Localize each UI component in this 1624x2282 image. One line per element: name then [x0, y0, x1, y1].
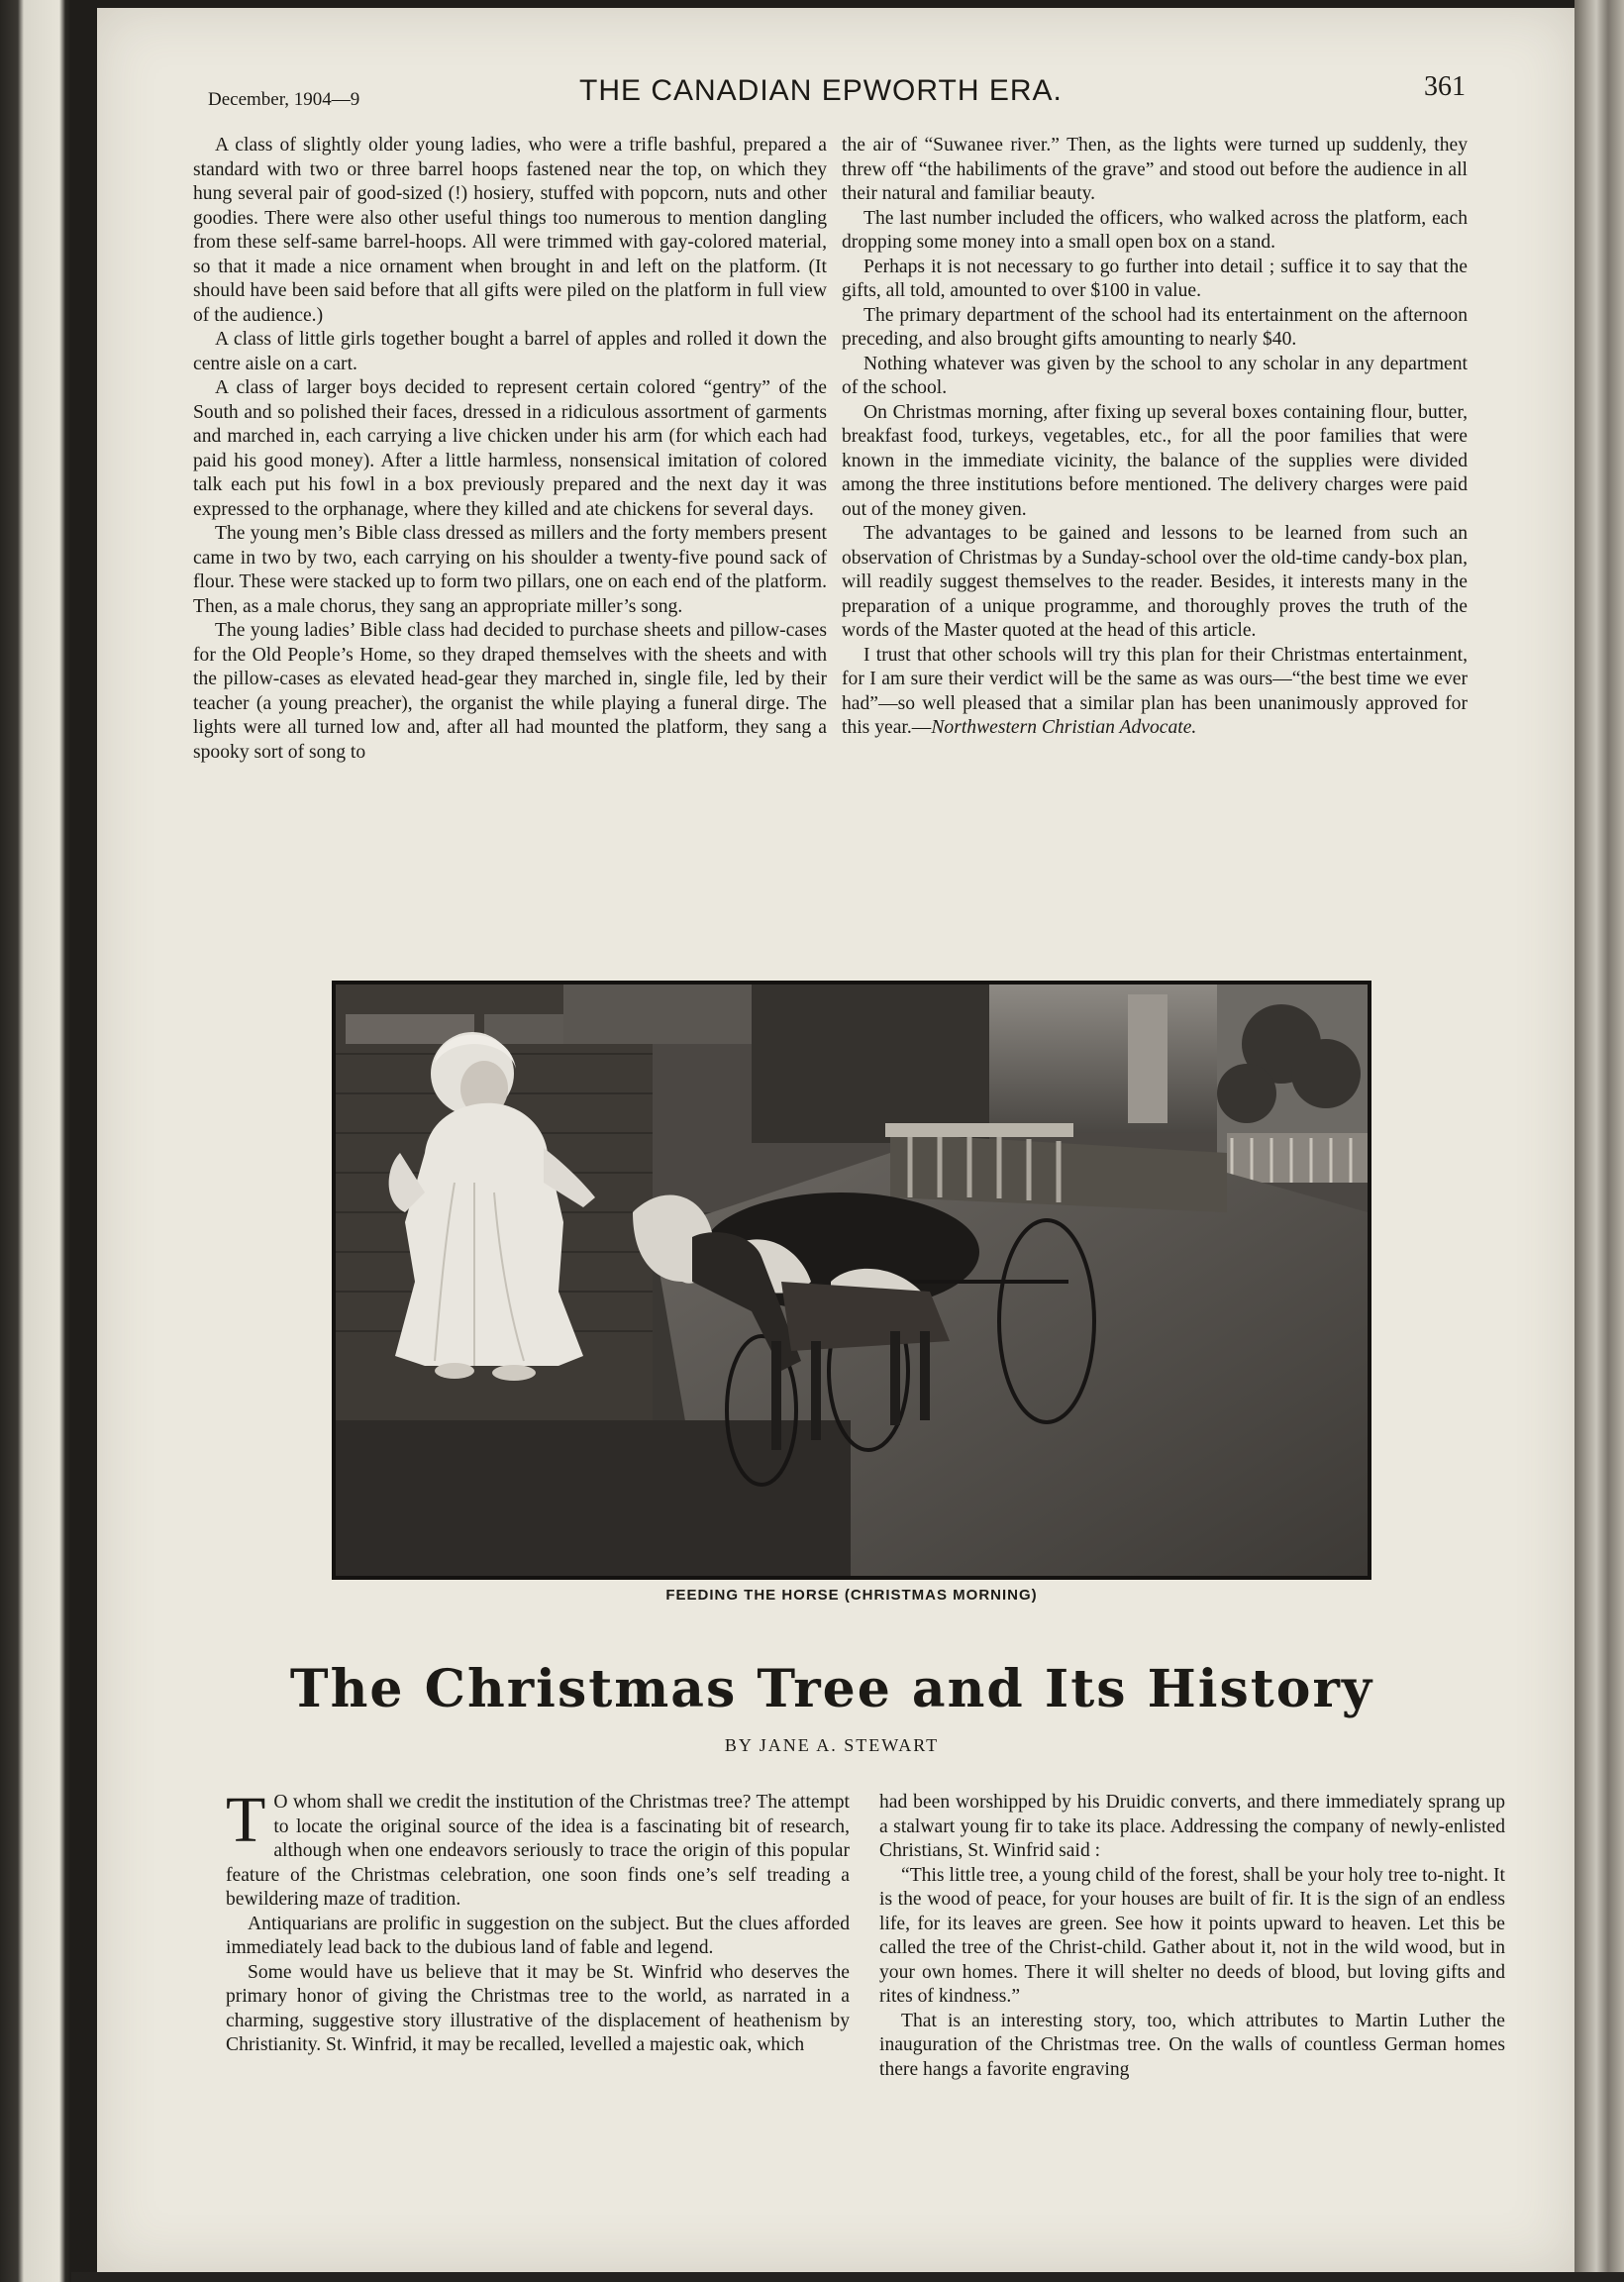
paragraph: Antiquarians are prolific in suggestion on the subject. But the clues afforded immediately lead back to the dubious land of fable and legend.: [226, 1913, 850, 1958]
paragraph: The last number included the officers, who walked across the platform, each dropping some money into a small open box on a stand.: [842, 207, 1468, 253]
photo-illustration: [336, 985, 1368, 1576]
header-date: December, 1904—9: [208, 89, 360, 110]
closing-paragraph: [842, 644, 1468, 741]
drop-cap: T: [226, 1784, 266, 1856]
paragraph: The young men’s Bible class dressed as millers and the forty members present came in two by two, each carrying on his shoulder a twenty-five pound sack of flour. These were stacked up to form two pillars, one on each end of the platform. Then, as a male chorus, they sang an appropriate miller’s song.: [193, 523, 827, 617]
paragraph: A class of larger boys decided to represent certain colored “gentry” of the South and so polished their faces, dressed in a ridiculous assortment of garments and marched in, each carrying a live chicken under his arm (for which each had paid his good money). After a little harmless, nonsensical imitation of colored talk each put his fowl in a box previously prepared and the next day it was expressed to the orphanage, where they killed and ate chickens for several days.: [193, 377, 827, 520]
page-number: 361: [1424, 71, 1466, 102]
scan-edge-bottom: [71, 2272, 1624, 2282]
binding-edge-right: [1574, 0, 1624, 2282]
opening-text: O whom shall we credit the institution of the Christmas tree? The attempt to locate the original source of the idea is a fascinating bit of research, although when one endeavors seriously to trace the origin of this popular feature of the Christmas celebration, one soon finds one’s self treading a bewildering maze of tradition.: [226, 1792, 850, 1910]
closing-text: I trust that other schools will try this plan for their Christmas entertainment, for I am sure their verdict will be the same as was ours—“the best time we ever had”—so well pleased that a similar plan has been unanimously approved for this year.—: [842, 644, 1468, 738]
article-column-1: [193, 134, 827, 765]
magazine-title: THE CANADIAN EPWORTH ERA.: [579, 74, 1063, 107]
article-byline: BY JANE A. STEWART: [724, 1735, 940, 1755]
article-column-2: [842, 134, 1468, 741]
paragraph: A class of slightly older young ladies, who were a trifle bashful, prepared a standard with two or three barrel hoops fastened near the top, on which they hung several pair of good-sized (!) hosiery, stuffed with popcorn, nuts and other goodies. There were also other useful things too numerous to mention dangling from these self-same barrel-hoops. All were trimmed with gay-colored material, so that it made a nice ornament when brought in and left on the platform. (It should have been said before that all gifts were piled on the platform in full view of the audience.): [193, 135, 827, 326]
running-header: [208, 69, 1466, 109]
paragraph: The advantages to be gained and lessons to be learned from such an observation of Christmas by a Sunday-school over the old-time candy-box plan, will readily suggest themselves to the reader. Besides, it interests many in the preparation of a unique programme, and thoroughly proves the truth of the words of the Master quoted at the head of this article.: [842, 523, 1468, 641]
photograph: [332, 981, 1371, 1580]
binding-edge-left: [0, 0, 71, 2282]
photo-caption: FEEDING THE HORSE (CHRISTMAS MORNING): [665, 1587, 1038, 1604]
paragraph: the air of “Suwanee river.” Then, as the lights were turned up suddenly, they threw off “the habiliments of the grave” and stood out before the audience in all their natural and familiar beauty.: [842, 135, 1468, 204]
opening-paragraph: [226, 1784, 850, 1913]
paragraph: Perhaps it is not necessary to go further into detail ; suffice it to say that the gifts, all told, amounted to over $100 in value.: [842, 256, 1468, 301]
article-column-3: [226, 1784, 850, 2058]
paragraph: The young ladies’ Bible class had decided to purchase sheets and pillow-cases for the Old People’s Home, so they draped themselves with the sheets and with the pillow-cases as elevated head-gear they marched in, single file, led by their teacher (a young preacher), the organist the while playing a funeral dirge. The lights were all turned low and, after all had mounted the platform, they sang a spooky sort of song to: [193, 620, 827, 763]
paragraph: On Christmas morning, after fixing up several boxes containing flour, butter, breakfast food, turkeys, vegetables, etc., for all the poor families that were known in the immediate vicinity, the balance of the supplies were divided among the three institutions before mentioned. The delivery charges were paid out of the money given.: [842, 401, 1468, 520]
quote-paragraph: “This little tree, a young child of the forest, shall be your holy tree to-night. It is the wood of peace, for your houses are built of fir. It is the sign of an endless life, for its leaves are green. See how it points upward to heaven. Let this be called the tree of the Christ-child. Gather about it, not in the wild wood, but in your own homes. There it will shelter no deeds of blood, but loving gifts and rites of kindness.”: [879, 1864, 1505, 2007]
article-column-4: [879, 1791, 1505, 2082]
paragraph: The primary department of the school had its entertainment on the afternoon preceding, and also brought gifts amounting to nearly $40.: [842, 304, 1468, 350]
paragraph: Some would have us believe that it may be St. Winfrid who deserves the primary honor of giving the Christmas tree to the world, as narrated in a charming, suggestive story illustrative of the displacement of heathenism by Christianity. St. Winfrid, it may be recalled, levelled a majestic oak, which: [226, 1961, 850, 2055]
paragraph: Nothing whatever was given by the school to any scholar in any department of the school.: [842, 353, 1468, 398]
article-title: The Christmas Tree and Its History: [289, 1659, 1374, 1719]
paragraph: had been worshipped by his Druidic converts, and there immediately sprang up a stalwart young fir to take its place. Addressing the company of newly-enlisted Christians, St. Winfrid said :: [879, 1792, 1505, 1861]
paragraph: A class of little girls together bought a barrel of apples and rolled it down the centre aisle on a cart.: [193, 329, 827, 374]
paragraph: That is an interesting story, too, which attributes to Martin Luther the inauguration of the Christmas tree. On the walls of countless German homes there hangs a favorite engraving: [879, 2010, 1505, 2080]
source-credit: Northwestern Christian Advocate.: [931, 717, 1197, 738]
